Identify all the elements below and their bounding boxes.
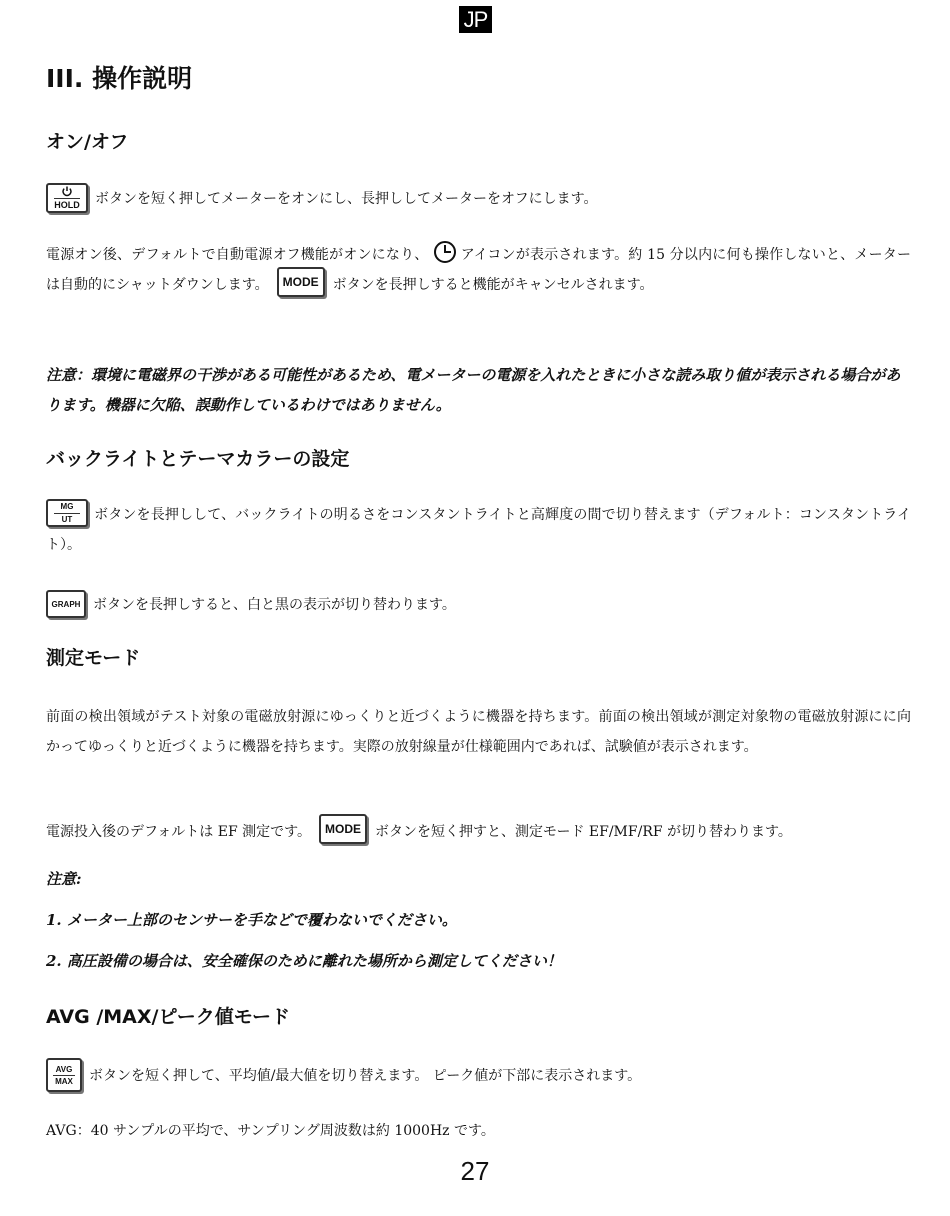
auto-off-text-c: ボタンを長押しすると機能がキャンセルされます。 [332, 277, 654, 293]
heading-avg-max: AVG /MAX/ピーク値モード [46, 1006, 290, 1028]
mode-button-icon: MODE [277, 267, 325, 297]
heading-measure-mode: 測定モード [46, 647, 141, 669]
heading-backlight: バックライトとテーマカラーの設定 [46, 448, 350, 470]
measure-mode-text-b: ボタンを短く押すと、測定モード EF/MF/RF が切り替わります。 [375, 824, 792, 840]
page-number: 27 [460, 1156, 490, 1186]
graph-row [46, 587, 456, 621]
avg-max-row [46, 1058, 641, 1092]
avg-max-line2: AVG：40 サンプルの平均で、サンプリング周波数は約 1000Hz です。 [46, 1123, 495, 1139]
auto-off-text-b: アイコンが表示されます。約 15 分以内に何も操作しないと、メーターは自動的にシャットダウンします。 [46, 247, 911, 293]
auto-off-paragraph [46, 240, 911, 300]
mg-ut-button-icon [46, 499, 88, 527]
graph-line: ボタンを長押しすると、白と黒の表示が切り替わります。 [93, 597, 456, 613]
measure-paragraph: 前面の検出領域がテスト対象の電磁放射源にゆっくりと近づくように機器を持ちます。前面の検出領域が測定対象物の電磁放射源にに向かってゆっくりと近づくように機器を持ちます。実際の放射線量が仕様範囲内であれば、試験値が表示されます。 [46, 709, 911, 755]
onoff-line1: ボタンを短く押してメーターをオンにし、長押ししてメーターをオフにします。 [95, 191, 598, 207]
onoff-hold-row [46, 181, 597, 215]
hold-label: HOLD [54, 200, 80, 210]
mode-button-icon-2: MODE [319, 814, 367, 844]
mg-label: MG [60, 501, 74, 511]
measure-note-2: 2. 高圧設備の場合は、安全確保のために離れた場所から測定してください！ [46, 952, 562, 970]
auto-off-text-a: 電源オン後、デフォルトで自動電源オフ機能がオンになり、 [46, 247, 429, 263]
backlight-line1: ボタンを長押しして、バックライトの明るさをコンスタントライトと高輝度の間で切り替えます（デフォルト：コンスタントライト）。 [46, 507, 911, 553]
backlight-paragraph [46, 500, 911, 560]
clock-icon [433, 240, 457, 264]
onoff-note: 注意：環境に電磁界の干渉がある可能性があるため、電メーターの電源を入れたときに小さな読み取り値が表示される場合があります。機器に欠陥、誤動作しているわけではありません。 [46, 366, 901, 414]
avg-max-line1: ボタンを短く押して、平均値/最大値を切り替えます。 ピーク値が下部に表示されます。 [89, 1068, 642, 1084]
ut-label: UT [61, 514, 73, 524]
power-icon [61, 186, 73, 197]
hold-button-icon [46, 183, 88, 213]
heading-onoff: オン/オフ [46, 131, 129, 153]
avg-label: AVG [55, 1064, 73, 1074]
measure-note-1: 1. メーター上部のセンサーを手などで覆わないでください。 [46, 911, 457, 929]
measure-mode-text-a: 電源投入後のデフォルトは EF 測定です。 [46, 824, 312, 840]
section-title: III. 操作説明 [46, 64, 193, 93]
measure-mode-paragraph [46, 817, 911, 847]
avg-max-button-icon [46, 1058, 82, 1092]
measure-note-title: 注意: [46, 870, 82, 888]
max-label: MAX [55, 1076, 73, 1086]
graph-button-icon: GRAPH [46, 590, 86, 618]
language-badge: JP [459, 6, 492, 33]
